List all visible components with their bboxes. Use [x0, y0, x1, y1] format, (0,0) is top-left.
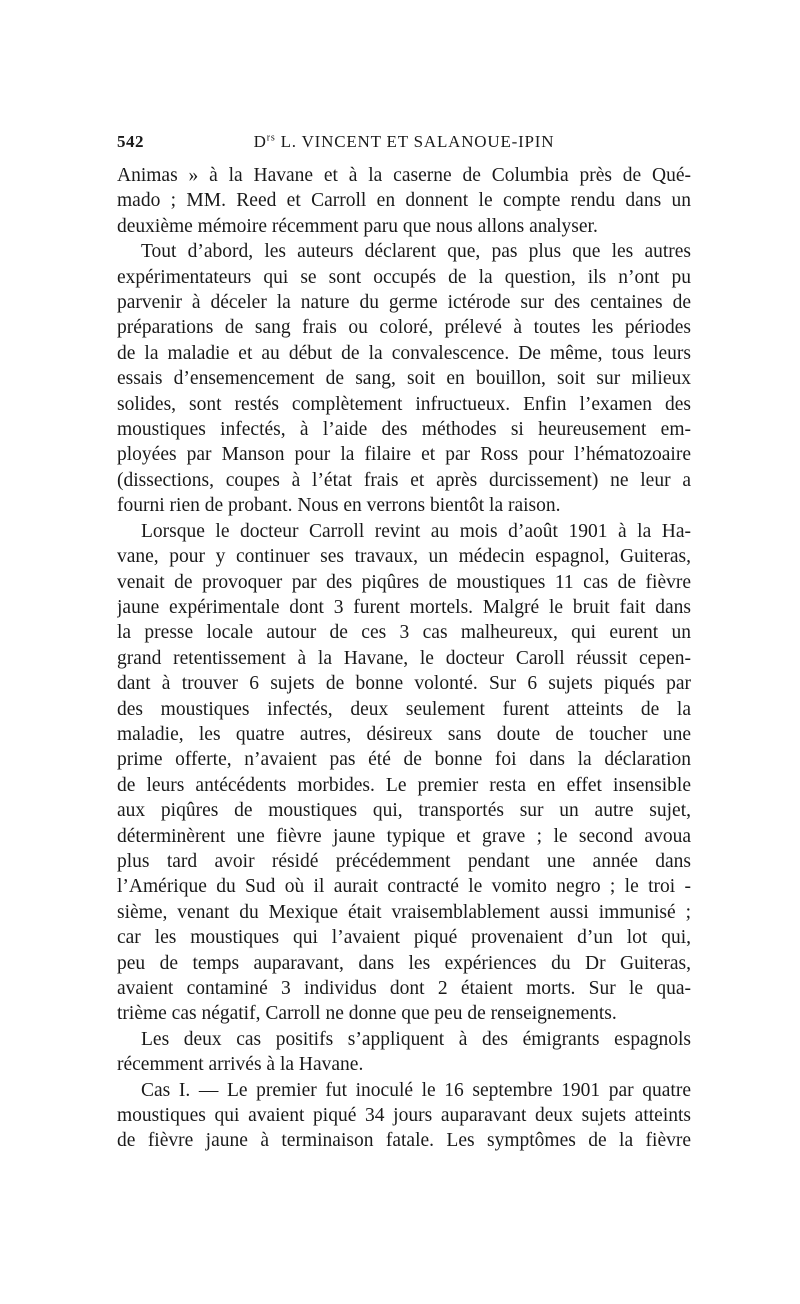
text-line: car les moustiques qui l’avaient piqué provenaient d’un lot qui,	[117, 927, 691, 949]
text-line: Les deux cas positifs s’appliquent à des émigrants espagnols	[141, 1028, 691, 1050]
text-line: peu de temps auparavant, dans les expériences du Dr Guiteras,	[117, 952, 691, 974]
text-line: mado ; MM. Reed et Carroll en donnent le compte rendu dans un	[117, 190, 691, 212]
running-head-rest: L. VINCENT ET SALANOUE-IPIN	[275, 132, 555, 151]
text-line: plus tard avoir résidé précédemment pendant une année dans	[117, 850, 691, 872]
paragraph	[117, 239, 691, 518]
text-line: l’Amérique du Sud où il aurait contracté le vomito negro ; le troi -	[117, 876, 691, 898]
text-line: maladie, les quatre autres, désireux sans doute de toucher une	[117, 723, 691, 745]
text-line: préparations de sang frais ou coloré, prélevé à toutes les périodes	[117, 317, 691, 339]
text-line: la presse locale autour de ces 3 cas malheureux, qui eurent un	[117, 622, 691, 644]
text-line: (dissections, coupes à l’état frais et après durcissement) ne leur a	[117, 469, 691, 491]
paragraph	[117, 163, 691, 239]
text-line: expérimentateurs qui se sont occupés de la question, ils n’ont pu	[117, 266, 691, 288]
text-line: Cas I. — Le premier fut inoculé le 16 septembre 1901 par quatre	[141, 1079, 691, 1101]
text-line: avaient contaminé 3 individus dont 2 étaient morts. Sur le qua-	[117, 978, 691, 999]
text-line: Tout d’abord, les auteurs déclarent que, pas plus que les autres	[141, 241, 691, 263]
text-line: venait de provoquer par des piqûres de moustiques 11 cas de fièvre	[117, 571, 691, 593]
text-line: Animas » à la Havane et à la caserne de Columbia près de Qué-	[117, 165, 691, 186]
text-line: solides, sont restés complètement infructueux. Enfin l’examen des	[117, 393, 691, 415]
text-line: grand retentissement à la Havane, le docteur Caroll réussit cepen-	[117, 647, 691, 669]
text-line: vane, pour y continuer ses travaux, un médecin espagnol, Guiteras,	[117, 546, 691, 568]
page-header	[117, 132, 691, 158]
text-line: essais d’ensemencement de sang, soit en bouillon, soit sur milieux	[117, 368, 691, 390]
text-line: moustiques qui avaient piqué 34 jours auparavant deux sujets atteints	[117, 1105, 691, 1127]
text-line: moustiques infectés, à l’aide des méthodes si heureusement em-	[117, 419, 691, 441]
text-line: parvenir à déceler la nature du germe ictérode sur des centaines de	[117, 292, 691, 314]
running-head-prefix: D	[253, 132, 267, 151]
text-line: deuxième mémoire récemment paru que nous allons analyser.	[117, 215, 598, 237]
body-text	[117, 163, 691, 1154]
paragraph	[117, 1078, 691, 1154]
text-line: ployées par Manson pour la filaire et par Ross pour l’hématozoaire	[117, 444, 691, 466]
text-line: des moustiques infectés, deux seulement furent atteints de la	[117, 698, 691, 720]
text-line: dant à trouver 6 sujets de bonne volonté. Sur 6 sujets piqués par	[117, 673, 691, 695]
text-line: aux piqûres de moustiques qui, transportés sur un autre sujet,	[117, 800, 691, 822]
running-head-sup: rs	[266, 132, 276, 144]
running-head	[117, 132, 691, 152]
text-line: sième, venant du Mexique était vraisemblablement aussi immunisé ;	[117, 901, 691, 923]
text-line: de leurs antécédents morbides. Le premier resta en effet insensible	[117, 774, 691, 796]
page-number: 542	[117, 132, 144, 151]
paragraph	[117, 519, 691, 1027]
text-line: prime offerte, n’avaient pas été de bonne foi dans la déclaration	[117, 749, 691, 771]
text-line: déterminèrent une fièvre jaune typique et grave ; le second avoua	[117, 825, 691, 847]
text-line: trième cas négatif, Carroll ne donne que peu de renseignements.	[117, 1003, 617, 1025]
text-line: jaune expérimentale dont 3 furent mortels. Malgré le bruit fait dans	[117, 596, 691, 618]
text-line: de fièvre jaune à terminaison fatale. Les symptômes de la fièvre	[117, 1130, 691, 1152]
text-line: Lorsque le docteur Carroll revint au mois d’août 1901 à la Ha-	[141, 520, 691, 542]
text-line: fourni rien de probant. Nous en verrons bientôt la raison.	[117, 495, 561, 517]
text-line: de la maladie et au début de la convalescence. De même, tous leurs	[117, 342, 691, 364]
paragraph	[117, 1027, 691, 1078]
text-line: récemment arrivés à la Havane.	[117, 1054, 364, 1076]
